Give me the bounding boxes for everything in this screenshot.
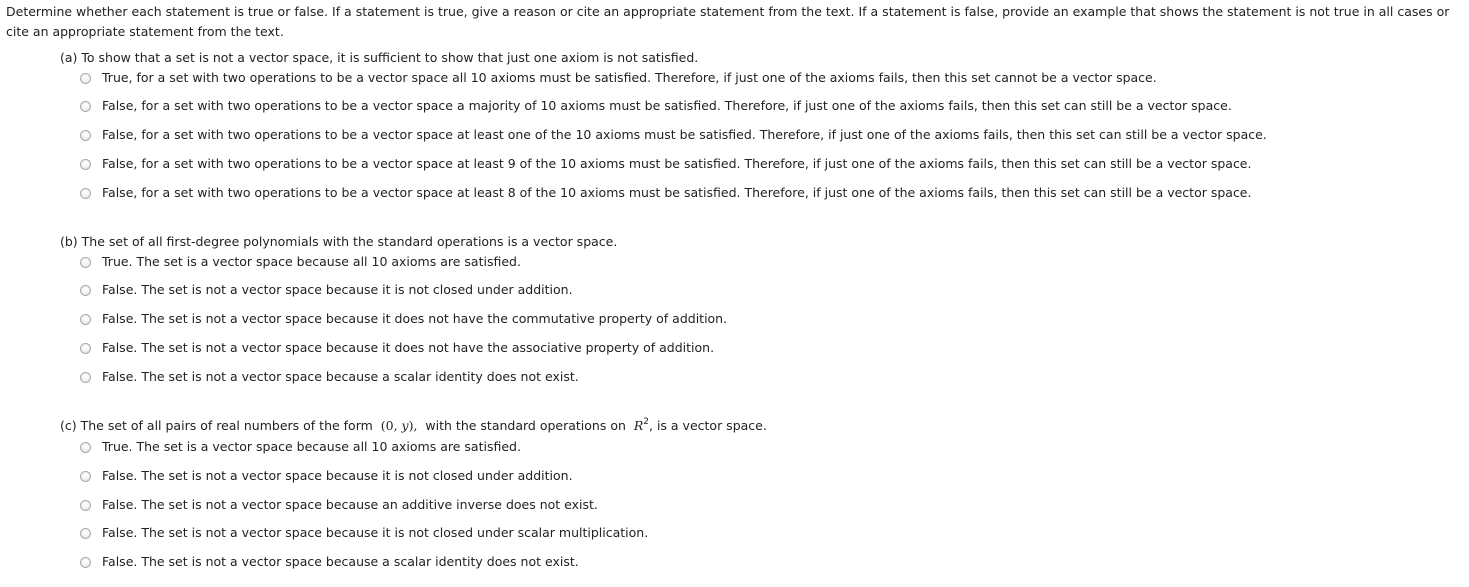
pair-close: ), xyxy=(408,418,418,433)
question-a-option-1[interactable] xyxy=(80,70,1157,86)
radio-button[interactable] xyxy=(80,372,91,383)
question-c-option-2[interactable] xyxy=(80,468,573,484)
radio-button[interactable] xyxy=(80,285,91,296)
question-c-option-1[interactable] xyxy=(80,439,521,455)
space-symbol: R xyxy=(633,418,644,433)
option-label: False. The set is not a vector space because it does not have the commutative property of addition. xyxy=(102,311,728,326)
radio-button[interactable] xyxy=(80,343,91,354)
radio-button[interactable] xyxy=(80,188,91,199)
option-label: False. The set is not a vector space because a scalar identity does not exist. xyxy=(102,369,579,384)
question-c-prompt xyxy=(60,418,767,434)
instructions-text: Determine whether each statement is true or false. If a statement is true, give a reason or cite an appropriate statement from the text. If a statement is false, provide an example that shows the statement is not true in all cases or cite an appropriate statement from the text. xyxy=(6,4,1450,39)
question-b-option-4[interactable] xyxy=(80,340,714,356)
question-a-option-5[interactable] xyxy=(80,185,1251,201)
option-label: False, for a set with two operations to be a vector space at least 9 of the 10 axioms must be satisfied. Therefore, if just one of the axioms fails, then this set can still be a vector space. xyxy=(102,156,1252,171)
option-label: False. The set is not a vector space because it is not closed under addition. xyxy=(102,282,573,297)
question-b-prompt: (b) The set of all first-degree polynomials with the standard operations is a vector space. xyxy=(60,234,618,249)
radio-button[interactable] xyxy=(80,442,91,453)
radio-button[interactable] xyxy=(80,130,91,141)
question-b-option-2[interactable] xyxy=(80,282,573,298)
option-label: True. The set is a vector space because all 10 axioms are satisfied. xyxy=(102,439,521,454)
option-label: False. The set is not a vector space because it does not have the associative property of addition. xyxy=(102,340,715,355)
question-c-prompt-end: , is a vector space. xyxy=(649,418,767,433)
radio-button[interactable] xyxy=(80,314,91,325)
radio-button[interactable] xyxy=(80,159,91,170)
question-b-option-3[interactable] xyxy=(80,311,727,327)
question-a-option-4[interactable] xyxy=(80,156,1251,172)
option-label: False. The set is not a vector space because it is not closed under addition. xyxy=(102,468,573,483)
option-label: False. The set is not a vector space because a scalar identity does not exist. xyxy=(102,554,579,569)
radio-button[interactable] xyxy=(80,73,91,84)
option-label: True, for a set with two operations to be a vector space all 10 axioms must be satisfied. Therefore, if just one of the axioms fails, then this set cannot be a vector space. xyxy=(102,70,1157,85)
radio-button[interactable] xyxy=(80,557,91,568)
question-c-option-5[interactable] xyxy=(80,554,579,570)
option-label: True. The set is a vector space because all 10 axioms are satisfied. xyxy=(102,254,521,269)
question-c-prompt-mid: with the standard operations on xyxy=(425,418,626,433)
option-label: False, for a set with two operations to be a vector space at least 8 of the 10 axioms must be satisfied. Therefore, if just one of the axioms fails, then this set can still be a vector space. xyxy=(102,185,1252,200)
question-b-option-5[interactable] xyxy=(80,369,579,385)
radio-button[interactable] xyxy=(80,471,91,482)
question-c-prompt-start: (c) The set of all pairs of real numbers of the form xyxy=(60,418,373,433)
radio-button[interactable] xyxy=(80,500,91,511)
question-c-option-4[interactable] xyxy=(80,525,648,541)
radio-button[interactable] xyxy=(80,101,91,112)
radio-button[interactable] xyxy=(80,257,91,268)
pair-variable: y xyxy=(401,418,409,433)
option-label: False, for a set with two operations to be a vector space a majority of 10 axioms must be satisfied. Therefore, if just one of the axioms fails, then this set can still be a vector space. xyxy=(102,98,1232,113)
pair-open: (0, xyxy=(380,418,402,433)
option-label: False. The set is not a vector space because an additive inverse does not exist. xyxy=(102,497,598,512)
question-c-option-3[interactable] xyxy=(80,497,598,513)
question-a-prompt: (a) To show that a set is not a vector space, it is sufficient to show that just one axiom is not satisfied. xyxy=(60,50,699,65)
question-a-option-2[interactable] xyxy=(80,98,1232,114)
option-label: False. The set is not a vector space because it is not closed under scalar multiplication. xyxy=(102,525,649,540)
question-a-option-3[interactable] xyxy=(80,127,1267,143)
space-exponent: 2 xyxy=(643,417,650,427)
radio-button[interactable] xyxy=(80,528,91,539)
option-label: False, for a set with two operations to be a vector space at least one of the 10 axioms must be satisfied. Therefore, if just one of the axioms fails, then this set can still be a vector space. xyxy=(102,127,1267,142)
question-b-option-1[interactable] xyxy=(80,254,521,270)
